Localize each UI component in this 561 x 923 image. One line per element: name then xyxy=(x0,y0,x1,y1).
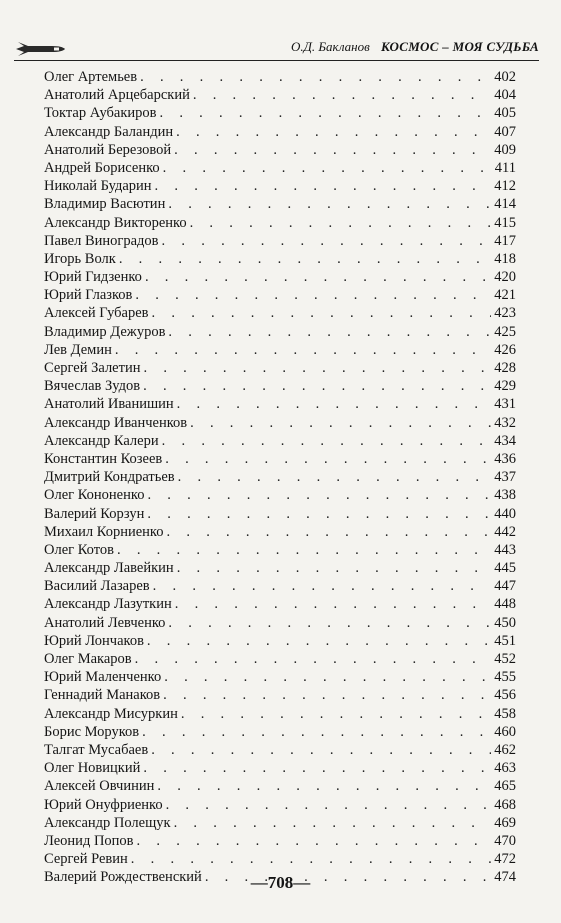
dot-leader xyxy=(115,341,491,359)
toc-entry-page: 468 xyxy=(494,796,516,813)
toc-entry-name: Игорь Волк xyxy=(44,250,116,267)
toc-entry xyxy=(44,123,516,141)
toc-entry-page: 463 xyxy=(494,760,516,777)
toc-entry-name: Олег Котов xyxy=(44,541,114,558)
toc-entry-page: 448 xyxy=(494,596,516,613)
dot-leader xyxy=(143,377,491,395)
toc-entry xyxy=(44,268,516,286)
dot-leader xyxy=(119,250,491,268)
toc-entry-page: 474 xyxy=(494,869,516,886)
toc-entry-name: Алексей Овчинин xyxy=(44,778,155,795)
toc-entry xyxy=(44,232,516,250)
toc-entry xyxy=(44,395,516,413)
toc-entry-page: 421 xyxy=(494,287,516,304)
toc-entry-name: Сергей Ревин xyxy=(44,851,128,868)
toc-entry-page: 450 xyxy=(494,614,516,631)
toc-entry-name: Михаил Корниенко xyxy=(44,523,164,540)
dot-leader xyxy=(163,159,492,177)
dot-leader xyxy=(143,759,491,777)
dot-leader xyxy=(178,468,492,486)
toc-entry xyxy=(44,68,516,86)
toc-entry xyxy=(44,523,516,541)
toc-entry-page: 440 xyxy=(494,505,516,522)
toc-entry-page: 436 xyxy=(494,450,516,467)
toc-entry xyxy=(44,741,516,759)
toc-entry-name: Лев Демин xyxy=(44,341,112,358)
toc-entry xyxy=(44,450,516,468)
toc-entry-page: 404 xyxy=(494,87,516,104)
header-rule xyxy=(14,60,539,61)
toc-entry xyxy=(44,650,516,668)
dot-leader xyxy=(140,68,491,86)
toc-entry-name: Анатолий Левченко xyxy=(44,614,166,631)
toc-entry-page: 412 xyxy=(494,178,516,195)
toc-entry-name: Владимир Васютин xyxy=(44,196,166,213)
dot-leader xyxy=(181,705,491,723)
header-author: О.Д. Бакланов xyxy=(290,39,370,54)
dot-leader xyxy=(135,650,492,668)
dot-leader xyxy=(190,414,491,432)
toc-entry-name: Борис Моруков xyxy=(44,723,140,740)
toc-entry-name: Вячеслав Зудов xyxy=(44,378,141,395)
toc-entry xyxy=(44,705,516,723)
toc-entry-page: 451 xyxy=(494,632,516,649)
dot-leader xyxy=(142,723,491,741)
toc-entry-page: 429 xyxy=(494,378,516,395)
dot-leader xyxy=(163,686,491,704)
toc-entry-name: Анатолий Арцебарский xyxy=(44,87,190,104)
toc-entry-name: Павел Виноградов xyxy=(44,232,159,249)
dot-leader xyxy=(152,304,492,322)
toc-entry-name: Олег Артемьев xyxy=(44,69,138,85)
header-text xyxy=(291,39,539,55)
toc-entry-name: Александр Баландин xyxy=(44,123,174,140)
rocket-icon xyxy=(14,42,66,56)
toc-entry-page: 443 xyxy=(494,541,516,558)
toc-entry xyxy=(44,595,516,613)
dot-leader xyxy=(176,123,491,141)
toc-entry-page: 442 xyxy=(494,523,516,540)
dot-leader xyxy=(175,595,492,613)
toc-entry xyxy=(44,286,516,304)
toc-entry xyxy=(44,195,516,213)
dot-leader xyxy=(174,141,491,159)
toc-entry-name: Константин Козеев xyxy=(44,450,163,467)
toc-entry-page: 456 xyxy=(494,687,516,704)
toc-entry-page: 411 xyxy=(494,159,516,176)
toc-entry xyxy=(44,432,516,450)
toc-entry xyxy=(44,86,516,104)
toc-entry xyxy=(44,177,516,195)
toc-entry xyxy=(44,632,516,650)
toc-entry xyxy=(44,214,516,232)
toc-entry-name: Александр Калери xyxy=(44,432,159,449)
toc-entry-page: 428 xyxy=(494,360,516,376)
toc-entry-page: 432 xyxy=(494,414,516,431)
toc-entry-name: Геннадий Манаков xyxy=(44,687,161,704)
header-title: КОСМОС – МОЯ СУДЬБА xyxy=(381,39,539,54)
toc-entry-page: 447 xyxy=(494,578,516,595)
dot-leader xyxy=(147,486,491,504)
page-number: —708— xyxy=(250,873,311,892)
dot-leader xyxy=(167,523,492,541)
dot-leader xyxy=(143,359,491,377)
toc-entry-page: 469 xyxy=(494,814,516,831)
toc-entry-page: 414 xyxy=(494,196,516,213)
toc-entry xyxy=(44,359,516,377)
dot-leader xyxy=(153,577,492,595)
dot-leader xyxy=(145,268,491,286)
toc-entry-page: 415 xyxy=(494,214,516,231)
toc-entry-name: Николай Бударин xyxy=(44,178,152,195)
toc-entry xyxy=(44,414,516,432)
toc-entry xyxy=(44,159,516,177)
toc-entry-page: 405 xyxy=(494,105,516,122)
toc-entry xyxy=(44,832,516,850)
dot-leader xyxy=(157,777,491,795)
toc-entry xyxy=(44,777,516,795)
toc-entry-page: 452 xyxy=(494,651,516,667)
toc-entry xyxy=(44,577,516,595)
toc-entry xyxy=(44,377,516,395)
toc-entry-page: 423 xyxy=(494,305,516,322)
toc-entry-page: 438 xyxy=(494,487,516,504)
toc-entry-name: Леонид Попов xyxy=(44,832,134,849)
toc-entry-page: 426 xyxy=(494,341,516,358)
dot-leader xyxy=(164,668,491,686)
toc-entry xyxy=(44,686,516,704)
toc-entry xyxy=(44,141,516,159)
toc-entry-name: Валерий Рождественский xyxy=(44,869,202,886)
toc-entry-name: Александр Лавейкин xyxy=(44,560,174,577)
toc-entry-name: Юрий Лончаков xyxy=(44,632,144,649)
dot-leader xyxy=(168,323,491,341)
toc-entry-name: Александр Мисуркин xyxy=(44,705,178,722)
toc-entry-name: Александр Викторенко xyxy=(44,214,187,231)
toc-entry-name: Токтар Аубакиров xyxy=(44,105,157,122)
toc-entry xyxy=(44,668,516,686)
toc-entry-name: Анатолий Иванишин xyxy=(44,396,174,413)
toc-entry-page: 417 xyxy=(494,232,516,249)
toc-entry-name: Олег Новицкий xyxy=(44,760,141,777)
dot-leader xyxy=(166,796,492,814)
toc-entry xyxy=(44,723,516,741)
dot-leader xyxy=(147,632,491,650)
toc-entry-name: Олег Макаров xyxy=(44,651,132,667)
dot-leader xyxy=(131,850,491,868)
dot-leader xyxy=(162,432,492,450)
toc-entry-page: 445 xyxy=(494,560,516,577)
toc-entry-page: 458 xyxy=(494,705,516,722)
dot-leader xyxy=(165,450,491,468)
toc-entry xyxy=(44,304,516,322)
dot-leader xyxy=(137,832,492,850)
toc-entry-page: 407 xyxy=(494,123,516,140)
toc-entry-name: Сергей Залетин xyxy=(44,360,141,376)
toc-entry xyxy=(44,850,516,868)
dot-leader xyxy=(147,505,491,523)
toc-entry xyxy=(44,486,516,504)
toc-entry xyxy=(44,468,516,486)
toc-entry-name: Александр Иванченков xyxy=(44,414,188,431)
dot-leader xyxy=(168,195,491,213)
toc-entry-page: 462 xyxy=(494,741,516,758)
toc-entry-name: Юрий Гидзенко xyxy=(44,269,142,286)
dot-leader xyxy=(135,286,491,304)
toc-entry xyxy=(44,614,516,632)
dot-leader xyxy=(193,86,491,104)
toc-entry xyxy=(44,250,516,268)
table-of-contents xyxy=(44,68,516,886)
toc-entry-name: Олег Кононенко xyxy=(44,487,145,504)
toc-entry-name: Валерий Корзун xyxy=(44,505,145,522)
toc-entry-page: 470 xyxy=(494,832,516,849)
dot-leader xyxy=(155,177,492,195)
toc-entry-name: Владимир Дежуров xyxy=(44,323,166,340)
toc-entry-name: Алексей Губарев xyxy=(44,305,149,322)
toc-entry-name: Андрей Борисенко xyxy=(44,159,160,176)
dot-leader xyxy=(159,104,491,122)
toc-entry xyxy=(44,559,516,577)
toc-entry-page: 465 xyxy=(494,778,516,795)
dot-leader xyxy=(151,741,491,759)
toc-entry xyxy=(44,505,516,523)
dot-leader xyxy=(168,614,491,632)
dot-leader xyxy=(177,559,492,577)
toc-entry xyxy=(44,341,516,359)
dot-leader xyxy=(177,395,492,413)
toc-entry-page: 472 xyxy=(494,851,516,868)
dot-leader xyxy=(174,814,492,832)
toc-entry xyxy=(44,104,516,122)
running-header xyxy=(14,36,539,60)
toc-entry-name: Юрий Онуфриенко xyxy=(44,796,163,813)
toc-entry-name: Анатолий Березовой xyxy=(44,141,172,158)
dot-leader xyxy=(162,232,492,250)
toc-entry-page: 434 xyxy=(494,432,516,449)
toc-entry-name: Юрий Маленченко xyxy=(44,669,162,686)
toc-entry-page: 431 xyxy=(494,396,516,413)
toc-entry-page: 460 xyxy=(494,723,516,740)
toc-entry-page: 425 xyxy=(494,323,516,340)
toc-entry xyxy=(44,323,516,341)
toc-entry xyxy=(44,541,516,559)
toc-entry xyxy=(44,814,516,832)
toc-entry-page: 418 xyxy=(494,250,516,267)
toc-entry-name: Александр Полещук xyxy=(44,814,171,831)
toc-entry-page: 420 xyxy=(494,269,516,286)
toc-entry-name: Василий Лазарев xyxy=(44,578,150,595)
toc-entry-name: Юрий Глазков xyxy=(44,287,133,304)
toc-entry xyxy=(44,796,516,814)
toc-entry xyxy=(44,759,516,777)
toc-entry-name: Александр Лазуткин xyxy=(44,596,172,613)
dot-leader xyxy=(190,214,492,232)
dot-leader xyxy=(117,541,491,559)
toc-entry-page: 409 xyxy=(494,141,516,158)
toc-entry-name: Талгат Мусабаев xyxy=(44,741,149,758)
toc-entry-page: 402 xyxy=(494,69,516,85)
toc-entry-page: 437 xyxy=(494,469,516,486)
toc-entry-page: 455 xyxy=(494,669,516,686)
toc-entry-name: Дмитрий Кондратьев xyxy=(44,469,175,486)
